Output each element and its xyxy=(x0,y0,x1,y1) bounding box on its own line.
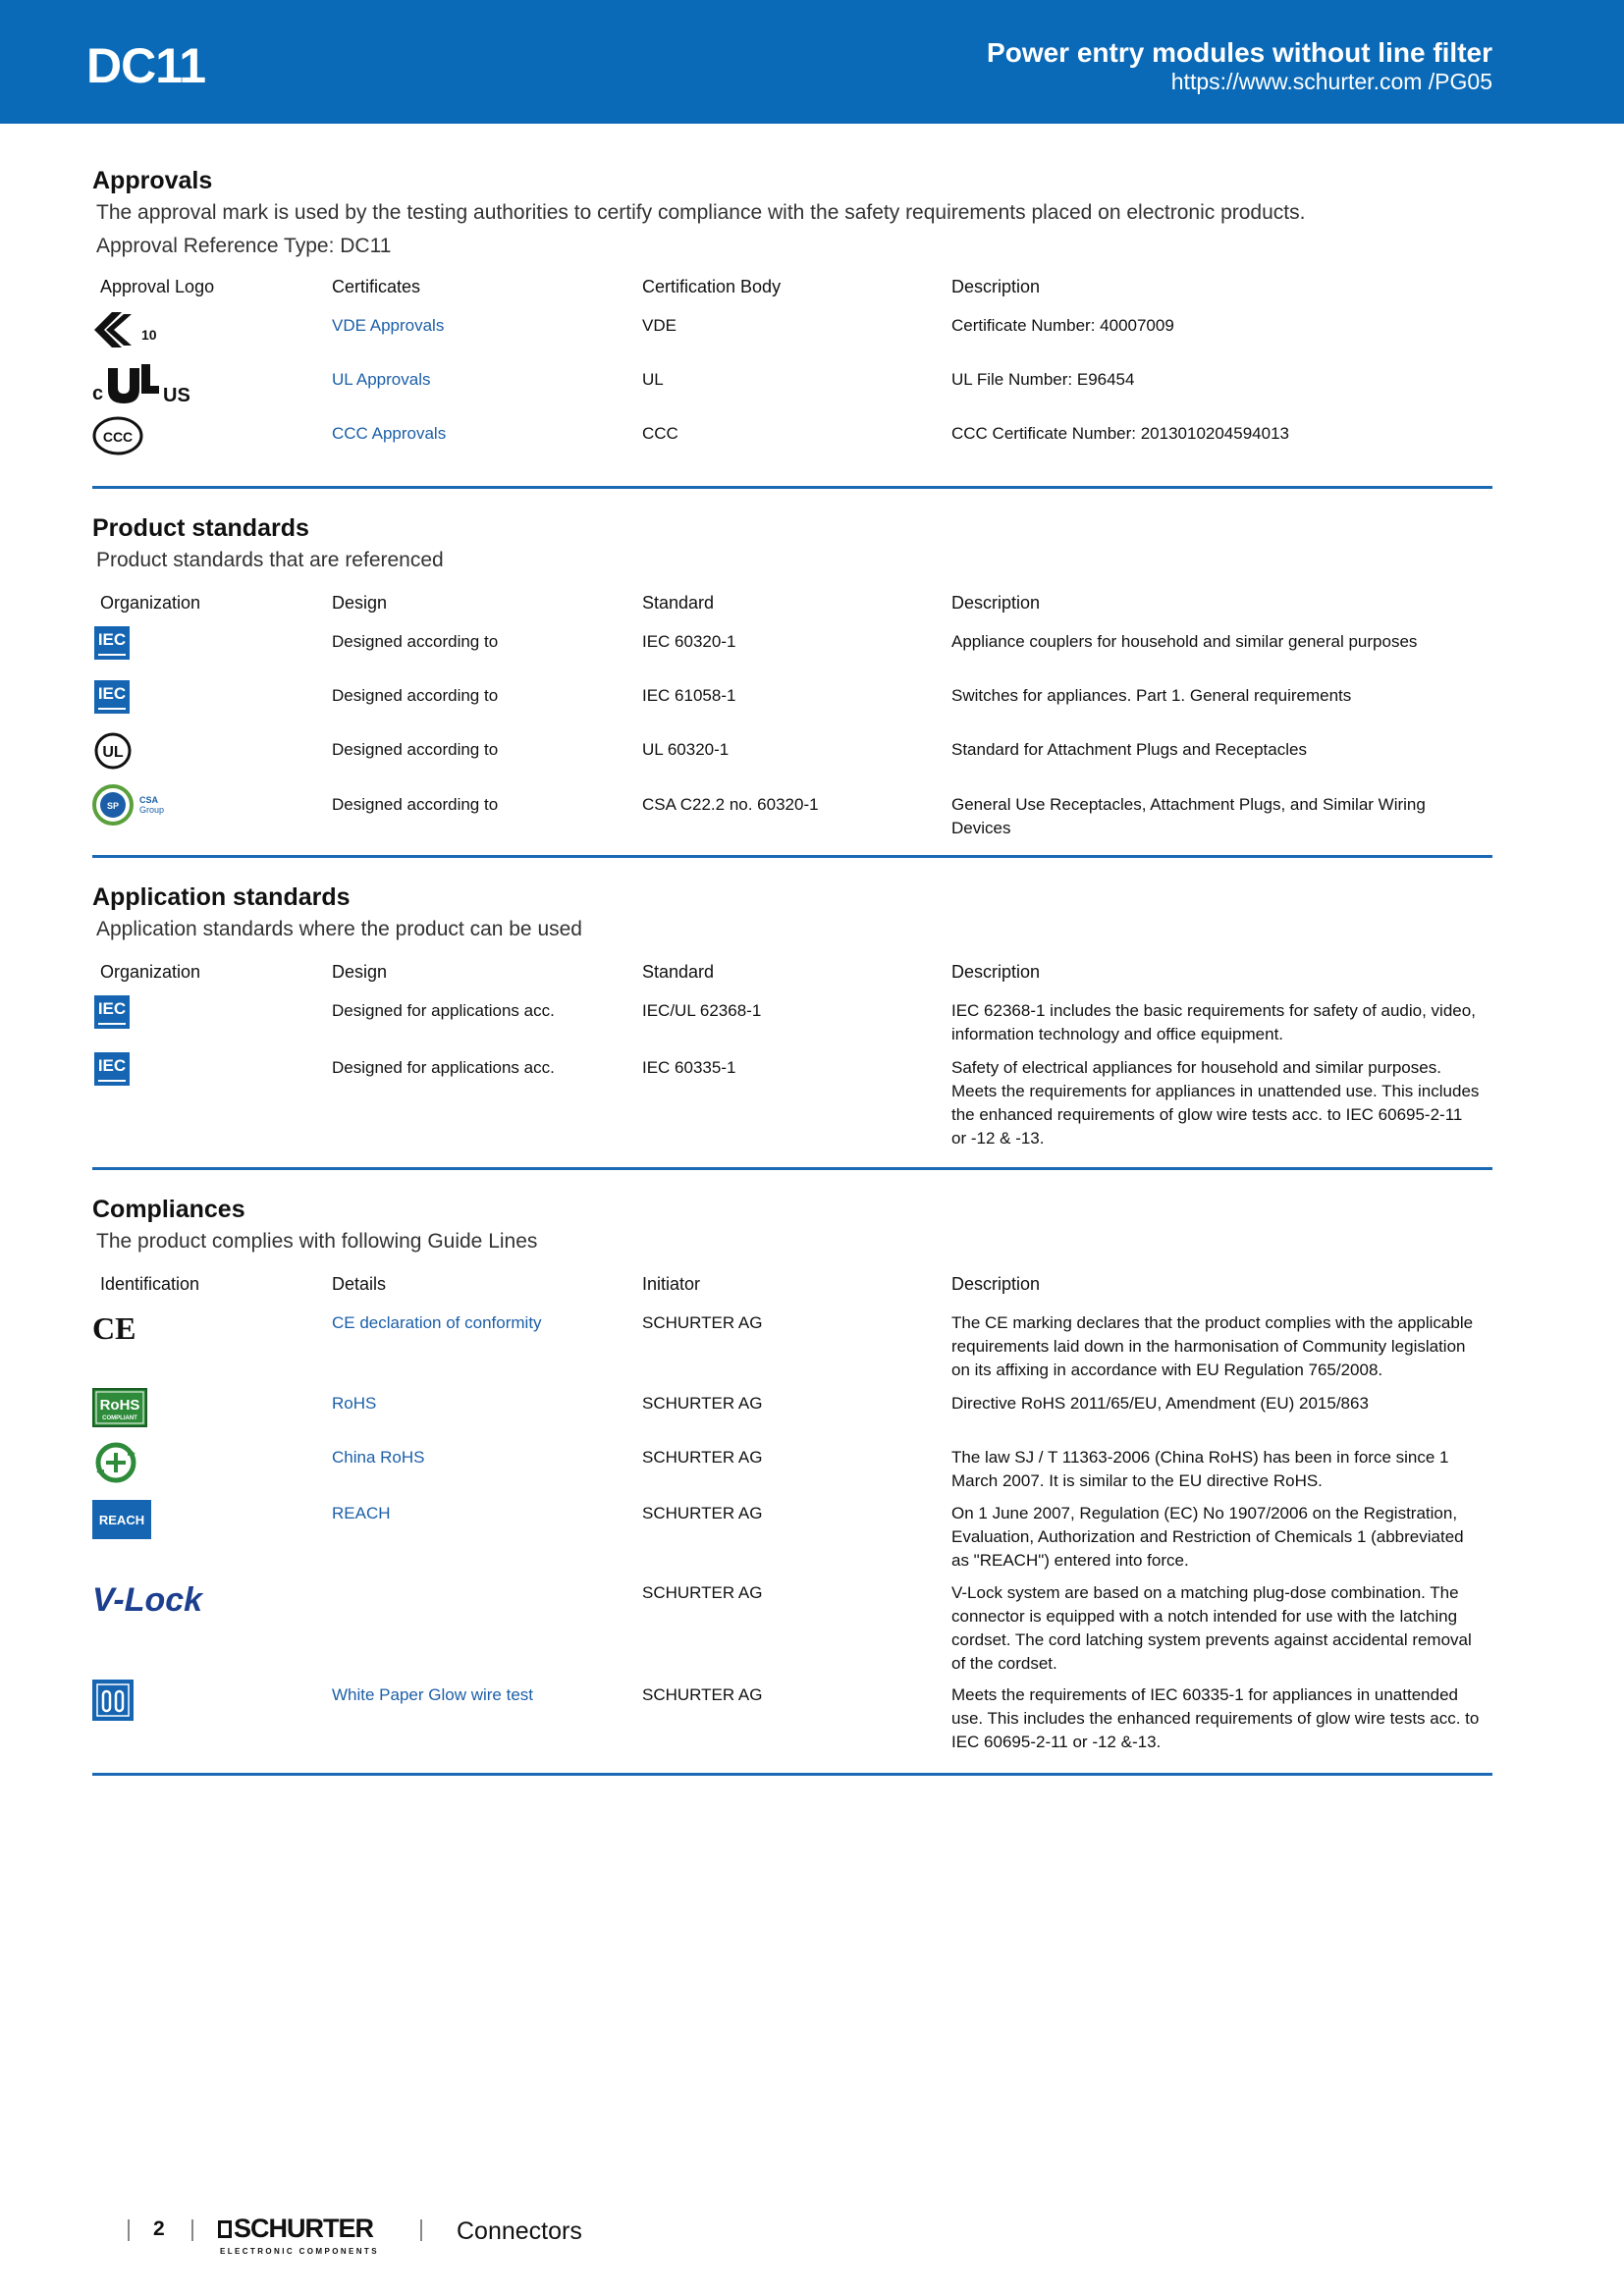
initiator-text: SCHURTER AG xyxy=(642,1394,763,1413)
standard-text: CSA C22.2 no. 60320-1 xyxy=(642,795,819,814)
section-divider xyxy=(92,1773,1492,1776)
standard-text: IEC/UL 62368-1 xyxy=(642,1001,762,1020)
section-description: Product standards that are referenced xyxy=(96,549,444,571)
rohs-logo-icon xyxy=(92,1388,147,1427)
section-title: Application standards xyxy=(92,883,351,911)
initiator-text: SCHURTER AG xyxy=(642,1685,763,1704)
section-divider xyxy=(92,1167,1492,1170)
footer-separator xyxy=(420,2219,422,2241)
standard-description: Safety of electrical appliances for household and similar purposes. Meets the requirements for appliances in unattended use. This includes the enhanced requirements of glow wire tests acc. to IEC 60695-2-11 or -12 & -13. xyxy=(951,1058,1480,1148)
china-rohs-link[interactable]: China RoHS xyxy=(332,1448,425,1467)
approval-description: UL File Number: E96454 xyxy=(951,370,1135,389)
page-header xyxy=(0,0,1624,124)
section-divider xyxy=(92,486,1492,489)
reach-logo-icon xyxy=(92,1500,151,1539)
application-standards-section xyxy=(92,883,1492,1178)
ccc-logo-text: CCC xyxy=(102,429,134,445)
page-title: Power entry modules without line filter xyxy=(987,37,1492,68)
compliance-description: On 1 June 2007, Regulation (EC) No 1907/2006 on the Registration, Evaluation, Authorization and Restriction of Chemicals 1 (abbreviated as "REACH") entered into force. xyxy=(951,1504,1464,1570)
initiator-text: SCHURTER AG xyxy=(642,1313,763,1332)
vde-logo-icon xyxy=(92,310,163,349)
standard-text: IEC 60320-1 xyxy=(642,632,736,651)
initiator-text: SCHURTER AG xyxy=(642,1583,763,1602)
page-number: 2 xyxy=(153,2217,165,2240)
catalog-category: Connectors xyxy=(457,2217,582,2245)
rohs-logo-compliant-text: COMPLIANT xyxy=(102,1415,137,1421)
brand-name: SCHURTER xyxy=(234,2214,374,2243)
section-divider xyxy=(92,855,1492,858)
column-header: Description xyxy=(951,1274,1041,1294)
vde-approvals-link[interactable]: VDE Approvals xyxy=(332,316,445,335)
ce-logo-icon xyxy=(92,1309,135,1345)
column-header: Details xyxy=(332,1274,387,1294)
column-header: Initiator xyxy=(642,1274,701,1294)
ccc-logo-icon xyxy=(92,416,143,455)
design-text: Designed for applications acc. xyxy=(332,1058,555,1077)
compliances-section xyxy=(92,1196,1492,1785)
section-description: The approval mark is used by the testing authorities to certify compliance with the safety requirements placed on electronic products. xyxy=(96,201,1306,224)
standard-description: Appliance couplers for household and similar general purposes xyxy=(951,632,1418,651)
iec-logo-icon: IEC xyxy=(94,626,130,660)
china-rohs-logo-icon xyxy=(92,1442,139,1483)
schurter-brand-mark-icon xyxy=(218,2220,232,2238)
product-standards-section xyxy=(92,514,1492,864)
approval-description: CCC Certificate Number: 2013010204594013 xyxy=(951,424,1289,443)
certification-body: VDE xyxy=(642,316,677,335)
certification-body: CCC xyxy=(642,424,678,443)
svg-text:SP: SP xyxy=(106,801,120,811)
footer-separator xyxy=(128,2219,130,2241)
design-text: Designed for applications acc. xyxy=(332,1001,555,1020)
compliance-description: Meets the requirements of IEC 60335-1 for appliances in unattended use. This includes the enhanced requirements of glow wire tests acc. to IEC 60695-2-11 or -12 &-13. xyxy=(951,1685,1480,1751)
compliance-description: The CE marking declares that the product complies with the applicable requirements laid down in the harmonisation of Community legislation on its affixing in accordance with EU Regulation 765/2008. xyxy=(951,1313,1474,1379)
ce-logo-text: CE xyxy=(92,1310,135,1345)
ul-logo-text: UL xyxy=(102,744,124,761)
reach-logo-text: REACH xyxy=(98,1513,145,1527)
standard-description: IEC 62368-1 includes the basic requirements for safety of audio, video, information technology and office equipment. xyxy=(951,1001,1476,1043)
compliance-description: The law SJ / T 11363-2006 (China RoHS) has been in force since 1 March 2007. It is similar to the EU directive RoHS. xyxy=(951,1448,1449,1490)
ce-declaration-link[interactable]: CE declaration of conformity xyxy=(332,1313,542,1332)
column-header: Description xyxy=(951,593,1041,613)
section-description: The product complies with following Guide Lines xyxy=(96,1230,538,1253)
compliance-description: V-Lock system are based on a matching plug-dose combination. The connector is equipped with a notch intended for use with the latching cordset. The cord latching system prevents against accidental removal of the cordset. xyxy=(951,1583,1472,1673)
glow-wire-whitepaper-link[interactable]: White Paper Glow wire test xyxy=(332,1685,534,1704)
ccc-approvals-link[interactable]: CCC Approvals xyxy=(332,424,447,443)
standard-text: IEC 61058-1 xyxy=(642,686,736,705)
design-text: Designed according to xyxy=(332,632,499,651)
column-header: Standard xyxy=(642,962,715,982)
rohs-logo-text: RoHS xyxy=(99,1397,140,1414)
ul-approvals-link[interactable]: UL Approvals xyxy=(332,370,431,389)
approvals-section xyxy=(92,167,1492,491)
product-code: DC11 xyxy=(86,38,206,93)
vlock-logo-text: V-Lock xyxy=(92,1581,203,1619)
column-header: Standard xyxy=(642,593,715,613)
section-title: Compliances xyxy=(92,1196,245,1223)
ul-logo-c-text: c xyxy=(92,383,104,404)
reach-link[interactable]: REACH xyxy=(332,1504,391,1522)
section-description: Application standards where the product can be used xyxy=(96,918,582,940)
design-text: Designed according to xyxy=(332,795,499,814)
vde-logo-text: 10 xyxy=(141,327,157,343)
standard-description: General Use Receptacles, Attachment Plugs, and Similar Wiring Devices xyxy=(951,795,1426,837)
vlock-logo-icon xyxy=(92,1577,230,1621)
standard-text: UL 60320-1 xyxy=(642,740,730,759)
certification-body: UL xyxy=(642,370,664,389)
schurter-logo xyxy=(218,2214,373,2244)
ul-logo-us-text: US xyxy=(163,385,190,405)
column-header: Identification xyxy=(100,1274,200,1294)
approval-description: Certificate Number: 40007009 xyxy=(951,316,1174,335)
column-header: Description xyxy=(951,277,1041,296)
column-header: Organization xyxy=(100,962,201,982)
column-header: Design xyxy=(332,593,388,613)
iec-logo-icon: IEC xyxy=(94,680,130,714)
ul-recognized-logo-icon xyxy=(92,360,200,405)
iec-logo-icon: IEC xyxy=(94,1052,130,1086)
compliance-description: Directive RoHS 2011/65/EU, Amendment (EU) 2015/863 xyxy=(951,1394,1369,1413)
column-header: Design xyxy=(332,962,388,982)
section-title: Product standards xyxy=(92,514,309,542)
glow-wire-logo-icon xyxy=(92,1680,134,1721)
page-footer xyxy=(0,2214,1624,2272)
standard-text: IEC 60335-1 xyxy=(642,1058,736,1077)
column-header: Certification Body xyxy=(642,277,782,296)
column-header: Certificates xyxy=(332,277,421,296)
csa-logo-icon xyxy=(92,784,177,826)
csa-logo-group-text: Group xyxy=(139,805,165,815)
standard-description: Switches for appliances. Part 1. General requirements xyxy=(951,686,1352,705)
initiator-text: SCHURTER AG xyxy=(642,1504,763,1522)
iec-logo-icon: IEC xyxy=(94,995,130,1029)
column-header: Description xyxy=(951,962,1041,982)
standard-description: Standard for Attachment Plugs and Receptacles xyxy=(951,740,1307,759)
rohs-link[interactable]: RoHS xyxy=(332,1394,377,1413)
column-header: Approval Logo xyxy=(100,277,215,296)
design-text: Designed according to xyxy=(332,686,499,705)
column-header: Organization xyxy=(100,593,201,613)
approval-reference: Approval Reference Type: DC11 xyxy=(96,235,392,257)
section-title: Approvals xyxy=(92,167,213,194)
ul-logo-icon xyxy=(94,732,132,770)
csa-logo-text: CSA xyxy=(139,795,159,805)
initiator-text: SCHURTER AG xyxy=(642,1448,763,1467)
brand-subtitle: ELECTRONIC COMPONENTS xyxy=(220,2247,379,2256)
footer-separator xyxy=(191,2219,193,2241)
design-text: Designed according to xyxy=(332,740,499,759)
product-url[interactable]: https://www.schurter.com /PG05 xyxy=(1170,69,1492,94)
